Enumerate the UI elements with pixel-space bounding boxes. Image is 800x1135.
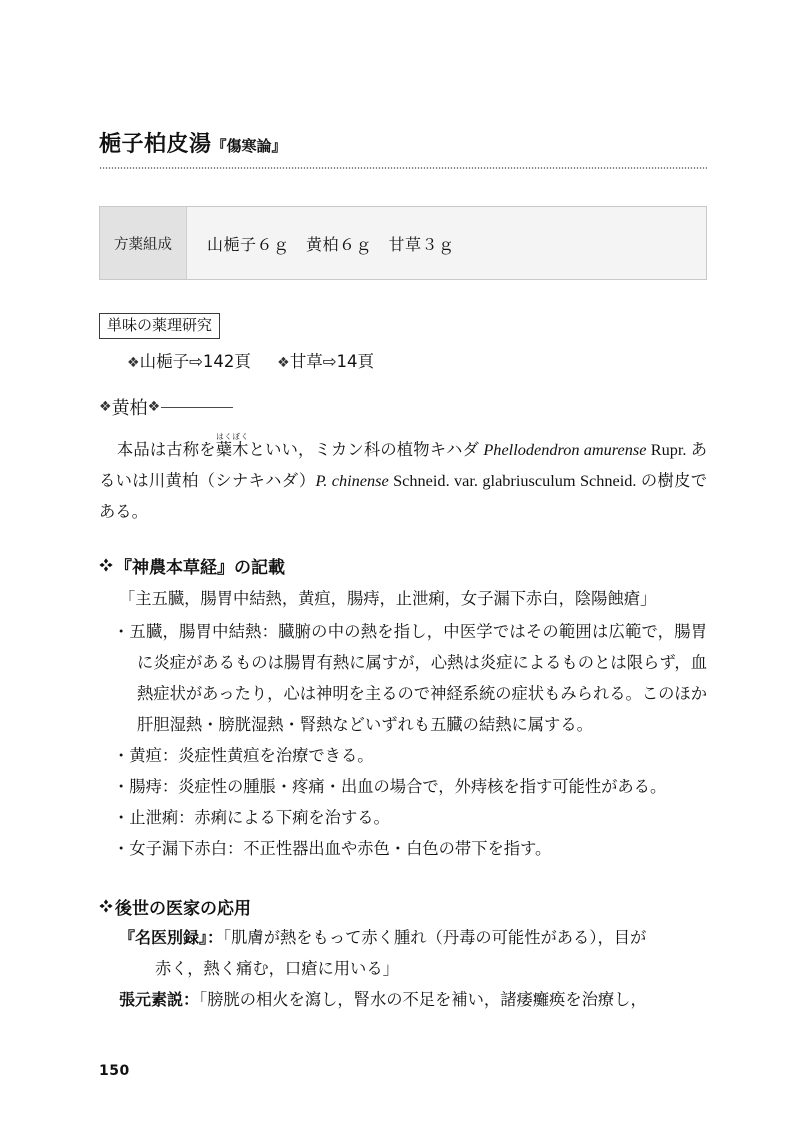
ruby-base: 蘗木 [215,440,249,460]
shennong-list-item: ・腸痔：炎症性の腫脹・疼痛・出血の場合で，外痔核を指す可能性がある。 [113,777,667,797]
diamond-icon: ❖ [127,355,140,372]
page-title-main: 梔子柏皮湯 [99,132,212,157]
arrow-icon: ⇨ [322,352,337,372]
reference-name: 甘草 [289,352,323,372]
herb-desc-seg3: Rupr. あるいは川黄柏（シナキハダ） [99,440,708,491]
citation-meiibetsuroku [99,922,707,953]
page-content [99,0,707,1015]
page-title [99,127,707,158]
section-heading-text: 『神農本草経』の記載 [115,558,285,579]
shennong-list-item: ・五臓，腸胃中結熱：臓腑の中の熱を指し，中医学ではその範囲は広範で，腸胃に炎症があるものは腸胃有熱に属すが，心熱は炎症によるものとは限らず，血熱症状があったり，心は神明を主るので神経系統の症状もみられる。このほか肝胆湿熱・膀胱湿熱・腎熱などいずれも五臓の結熱に属する。 [113,622,707,735]
page-number: 150 [99,1063,130,1079]
page-title-block [99,0,707,169]
composition-value: 山梔子６ｇ 黄柏６ｇ 甘草３ｇ [207,236,455,254]
reference-item-kanzo [277,352,374,371]
shennong-item-list [99,616,707,864]
composition-table [99,206,707,280]
citation-source: 『名医別録』： [119,928,224,948]
arrow-icon: ⇨ [189,352,203,372]
citation-chogenso [99,984,707,1015]
scientific-name-2: P. chinense [315,471,389,491]
citation-line1: 「膀胱の相火を瀉し，腎水の不足を補い，諸痿癱痪を治療し， [199,990,647,1010]
reference-page: 142頁 [202,352,251,372]
shennong-list-item: ・止泄痢：赤痢による下痢を治する。 [113,808,390,828]
title-divider [99,167,707,169]
later-physicians-citations [99,922,707,1015]
herb-desc-seg2: といい，ミカン科の植物キハダ [248,440,484,460]
citation-source: 張元素説： [119,990,200,1010]
diamond-icon-right: ❖ [147,399,161,416]
reference-item-sanshishi [127,352,251,371]
reference-page: 14頁 [336,352,375,372]
herb-heading [99,394,707,420]
section-heading-later-physicians [99,894,707,919]
pharmacology-box-heading: 単味の薬理研究 [99,313,220,339]
four-diamond-bullet-icon [99,557,114,577]
herb-desc-seg4: Schneid. var. glabriusculum Schneid. の樹皮である。 [99,471,707,522]
composition-label: 方薬組成 [100,207,187,279]
citation-line1: 「肌膚が熱をもって赤く腫れ（丹毒の可能性がある），目が [223,928,647,948]
diamond-icon: ❖ [277,355,290,372]
section-heading-shennong [99,553,707,578]
shennong-list-item: ・女子漏下赤白：不正性器出血や赤色・白色の帯下を指す。 [113,839,552,859]
herb-heading-rule [161,407,233,408]
ruby-hakuboku [215,432,249,460]
section-heading-text: 後世の医家の応用 [115,899,251,920]
herb-name: 黄柏 [111,398,148,420]
four-diamond-bullet-icon [99,898,114,918]
pharmacology-references [99,348,707,372]
scientific-name-1: Phellodendron amurense [483,440,647,460]
herb-desc-seg1: 本品は古称を [116,440,216,460]
shennong-list-item: ・黄疸：炎症性黄疸を治療できる。 [113,746,374,766]
reference-name: 山梔子 [139,352,190,372]
herb-description [99,432,707,527]
page-title-source: 『傷寒論』 [211,137,287,155]
shennong-quote: 「主五臓，腸胃中結熱，黄疸，腸痔，止泄痢，女子漏下赤白，陰陽蝕瘡」 [119,589,657,609]
ruby-text: はくぼく [215,432,249,442]
citation-meiibetsuroku-cont: 赤く，熱く痛む，口瘡に用いる」 [155,959,399,979]
diamond-icon-left: ❖ [99,399,112,416]
